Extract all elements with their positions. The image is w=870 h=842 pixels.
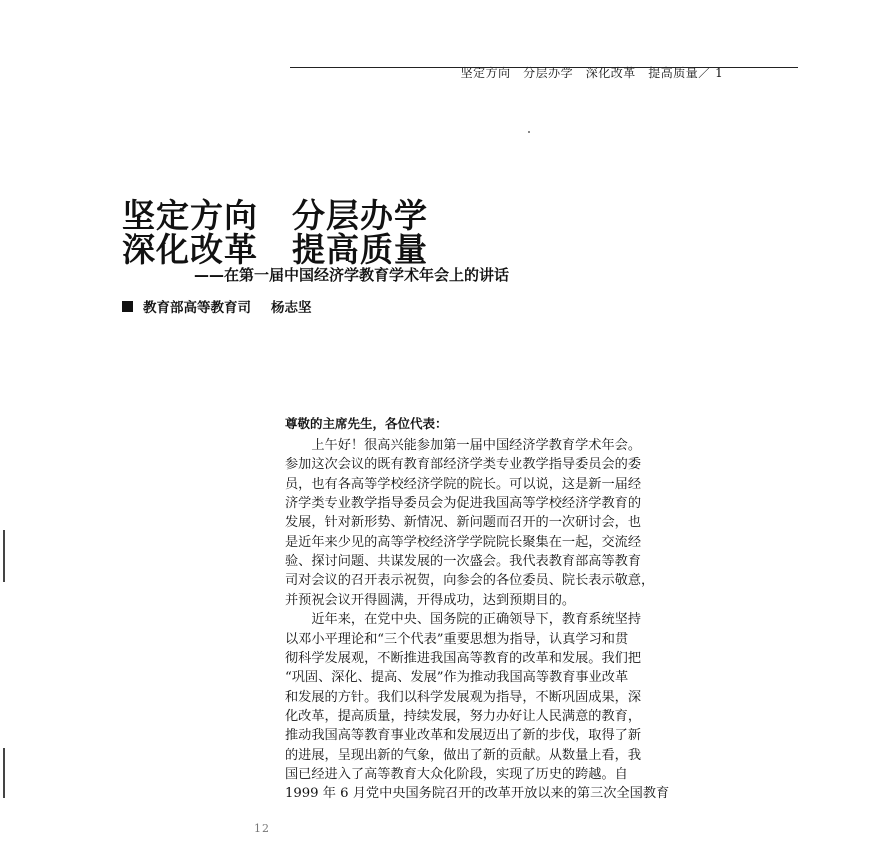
header-rule [290, 67, 798, 68]
body-line: 上午好！很高兴能参加第一届中国经济学教育学术年会。 [285, 438, 642, 453]
author-line [122, 296, 312, 316]
bullet-square-icon [122, 301, 133, 312]
body-line: 彻科学发展观，不断推进我国高等教育的改革和发展。我们把 [285, 650, 642, 666]
body-line: 近年来，在党中央、国务院的正确领导下，教育系统坚持 [285, 612, 642, 628]
body-line: 发展，针对新形势、新情况、新问题而召开的一次研讨会，也 [285, 515, 642, 531]
article-title-line-1: 坚定方向 分层办学 [122, 196, 428, 235]
author-name: 杨志坚 [271, 300, 312, 316]
article-title-line-2: 深化改革 提高质量 [122, 230, 428, 269]
scan-edge-mark [3, 748, 5, 798]
running-header-part: 分层办学 [523, 66, 574, 80]
body-line: 员，也有各高等学校经济学院的院长。可以说，这是新一届经 [285, 476, 642, 492]
body-line: 1999 年 6 月党中央国务院召开的改革开放以来的第三次全国教育 [285, 786, 670, 802]
body-line: 参加这次会议的既有教育部经济学类专业教学指导委员会的委 [285, 457, 642, 473]
body-line: 的进展，呈现出新的气象，做出了新的贡献。从数量上看，我 [285, 747, 642, 763]
author-department: 教育部高等教育司 [143, 300, 251, 316]
body-line: 化改革，提高质量，持续发展，努力办好让人民满意的教育， [285, 708, 642, 724]
body-line: 推动我国高等教育事业改革和发展迈出了新的步伐，取得了新 [285, 728, 642, 744]
body-line: 济学类专业教学指导委员会为促进我国高等学校经济学教育的 [285, 496, 642, 512]
scan-edge-mark [3, 530, 5, 582]
body-line: 并预祝会议开得圆满，开得成功，达到预期目的。 [285, 592, 576, 608]
running-header-part: 坚定方向 [460, 66, 511, 80]
running-header-part: 提高质量 [648, 66, 699, 80]
body-line: “巩固、深化、提高、发展”作为推动我国高等教育事业改革 [285, 670, 629, 686]
body-line: 和发展的方针。我们以科学发展观为指导，不断巩固成果，深 [285, 689, 642, 705]
running-header [452, 50, 723, 81]
body-line: 司对会议的召开表示祝贺，向参会的各位委员、院长表示敬意， [285, 573, 655, 589]
running-header-part: ／ 1 [698, 66, 724, 80]
article-subtitle: ——在第一届中国经济学教育学术年会上的讲话 [194, 266, 510, 284]
body-line: 国已经进入了高等教育大众化阶段，实现了历史的跨越。自 [285, 766, 628, 782]
greeting: 尊敬的主席先生，各位代表： [285, 416, 448, 431]
body-line: 是近年来少见的高等学校经济学学院院长聚集在一起，交流经 [285, 534, 642, 550]
running-header-part: 深化改革 [585, 66, 636, 80]
page-number: 12 [254, 822, 270, 835]
body-line: 验、探讨问题、共谋发展的一次盛会。我代表教育部高等教育 [285, 554, 642, 570]
body-line: 以邓小平理论和“三个代表”重要思想为指导，认真学习和贯 [285, 631, 629, 647]
scan-speck [528, 131, 530, 133]
